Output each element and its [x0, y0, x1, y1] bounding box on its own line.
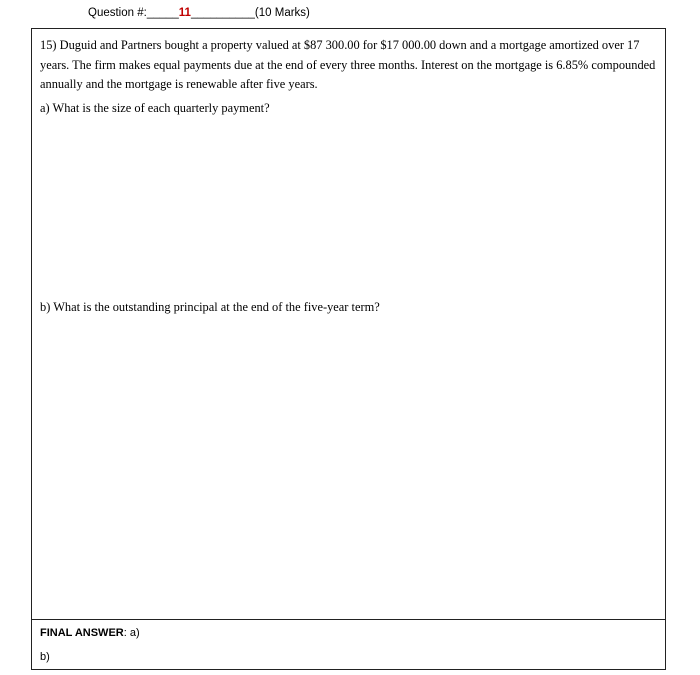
final-answer-a-label: : a) — [123, 627, 140, 639]
question-number: 11 — [178, 7, 191, 19]
final-answer-a — [40, 627, 140, 639]
final-answer-label: FINAL ANSWER — [40, 627, 124, 639]
problem-statement: 15) Duguid and Partners bought a property valued at $87 300.00 for $17 000.00 down and a mortgage amortized over 17 years. The firm makes equal payments due at the end of every three months. Interest on the mortgage is 6.85% compounded annually and the mortgage is renewable after five years. — [40, 38, 656, 91]
final-answer-divider — [32, 619, 665, 620]
part-b-question: b) What is the outstanding principal at the end of the five-year term? — [40, 300, 380, 314]
part-a-question: a) What is the size of each quarterly payment? — [40, 101, 270, 115]
question-marks: __________(10 Marks) — [190, 7, 310, 19]
question-header — [88, 7, 310, 19]
question-prefix: Question #:_____ — [88, 7, 179, 19]
answer-box — [31, 28, 666, 670]
final-answer-b: b) — [40, 651, 50, 663]
